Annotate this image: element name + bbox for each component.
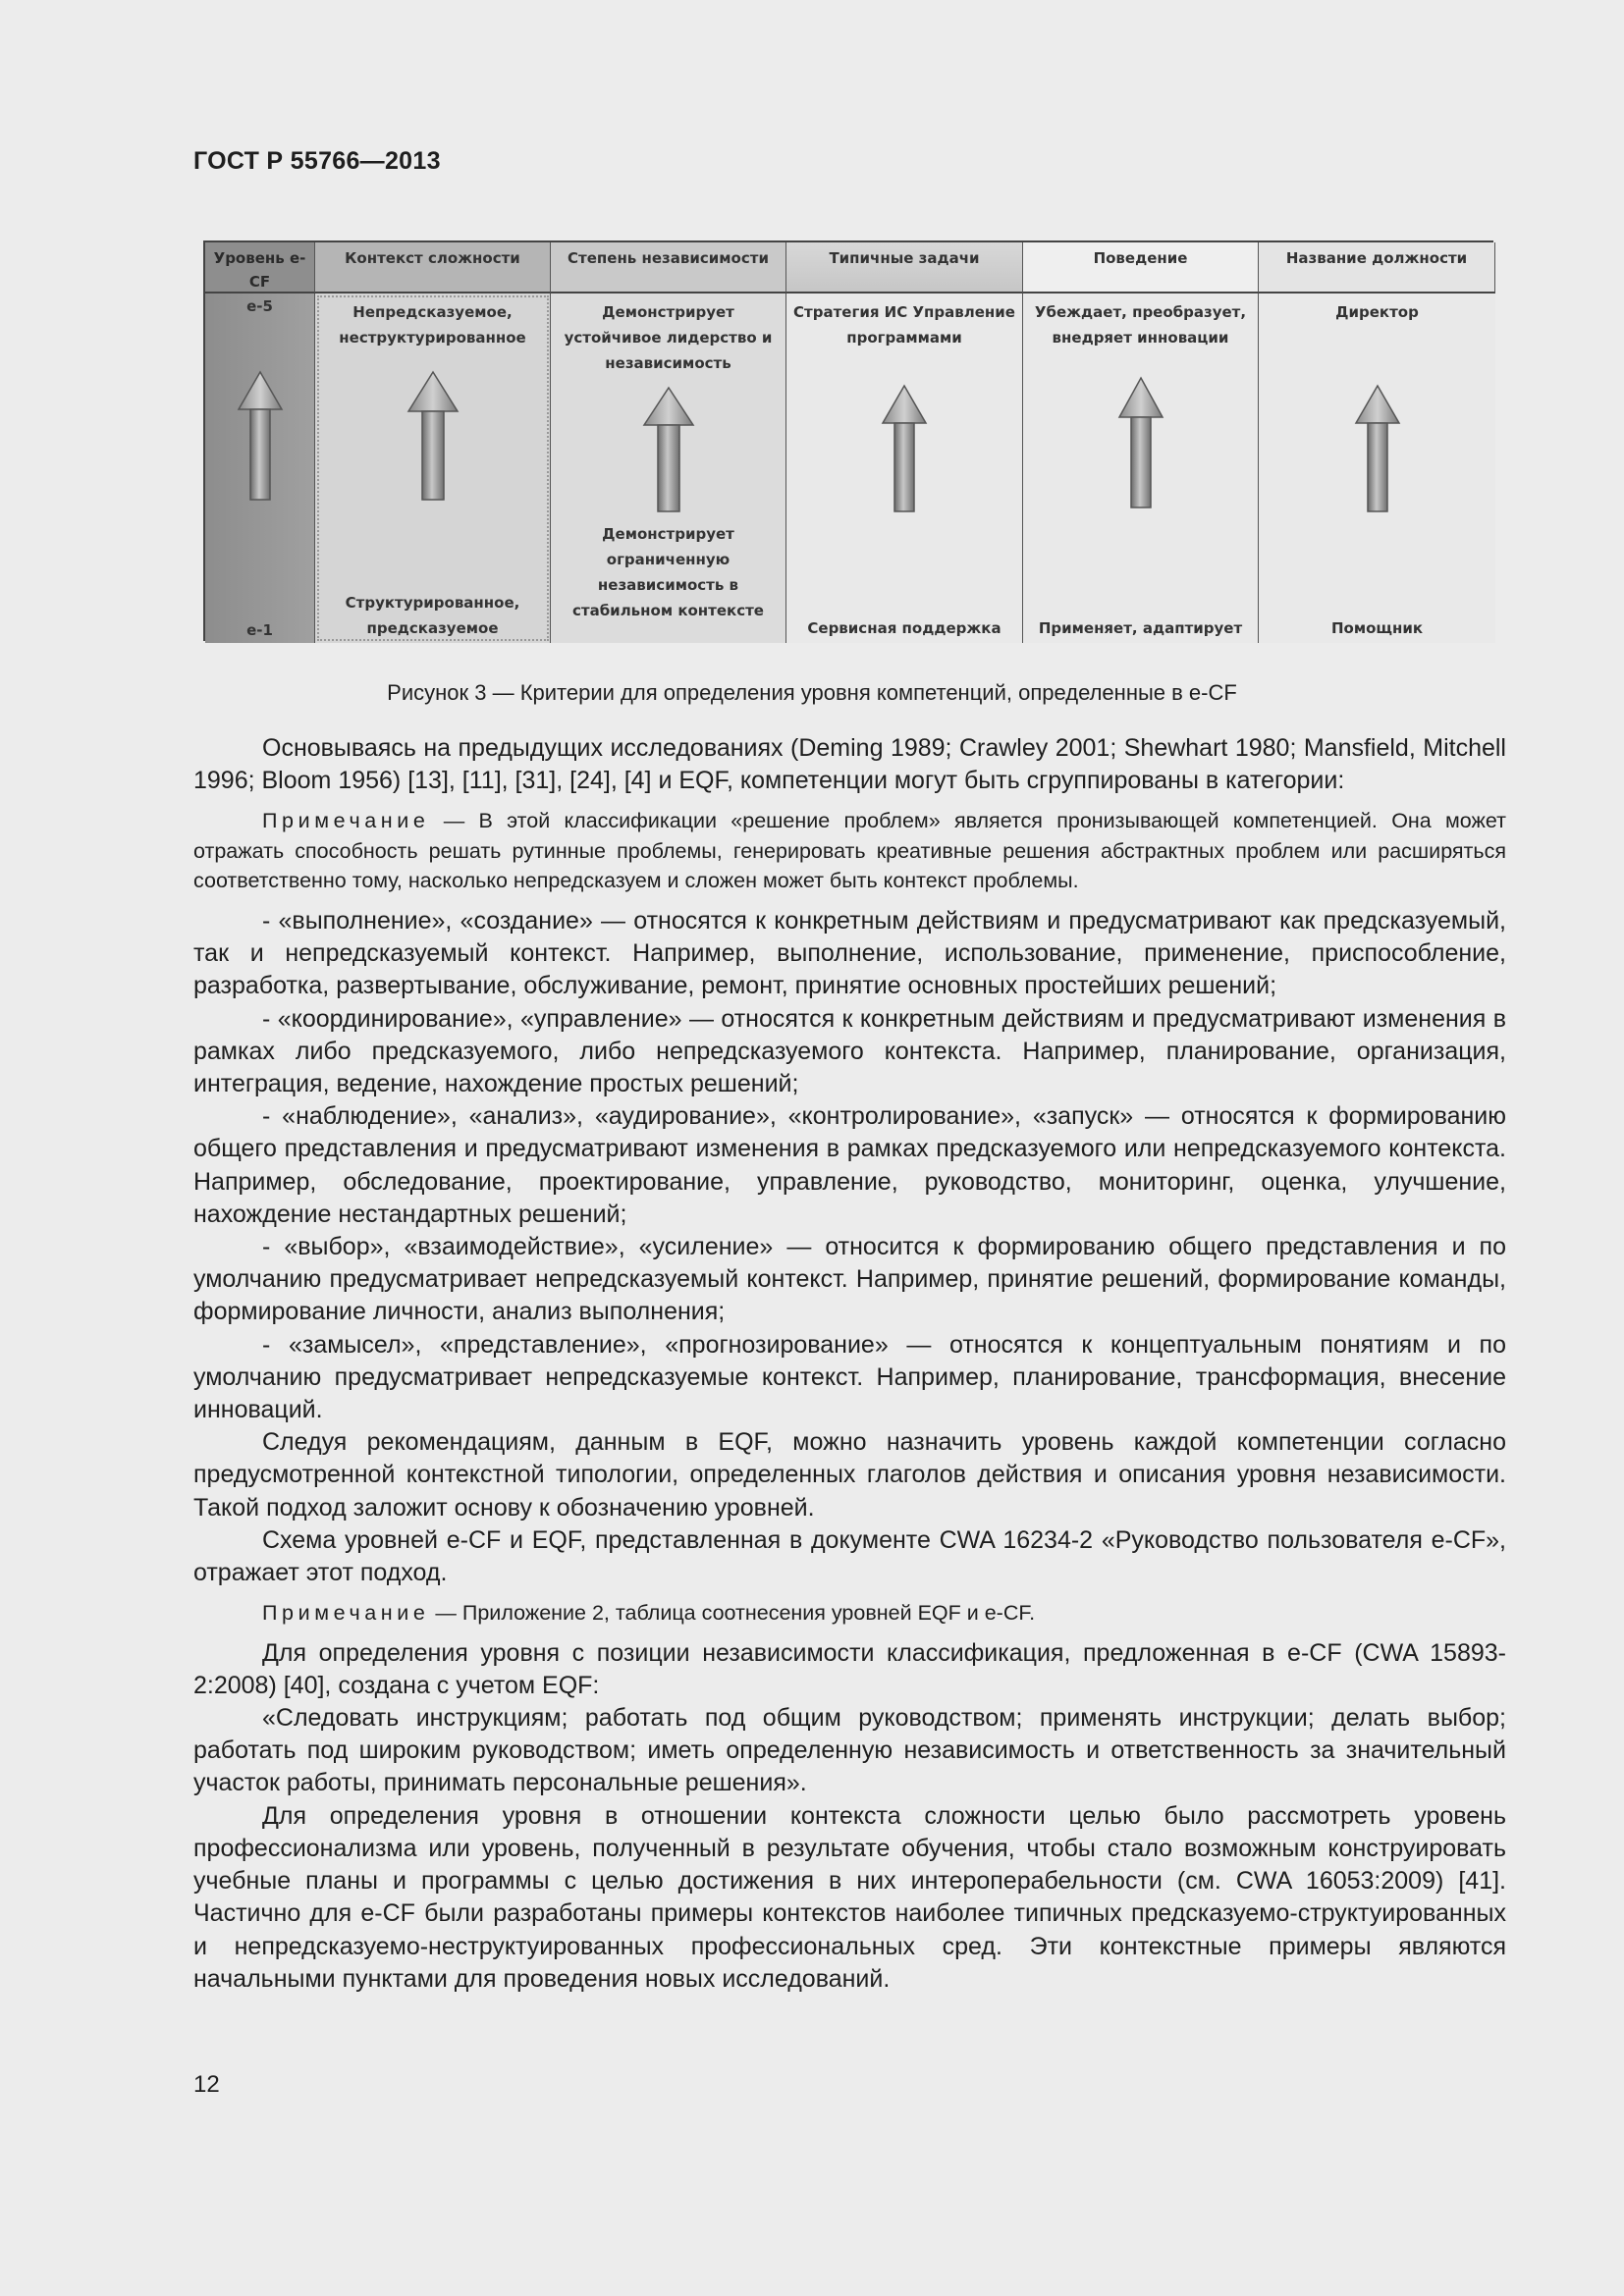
column-header-job-title: Название должности (1259, 242, 1495, 294)
tasks-column (786, 294, 1023, 643)
paragraph: Для определения уровня в отношении контекста сложности целью было рассмотреть уровень профессионализма или уровень, полученный в результате обучения, чтобы стало возможным конструировать учебные планы и программы с целью достижения в них интероперабельности (см. CWA 16053:2009) [41]. Частично для e-CF были разработаны примеры контекстов наиболее типичных предсказуемо-структуированных и непредсказуемо-неструктуированных профессиональных сред. Эти контекстные примеры являются начальными пунктами для проведения новых исследований. (193, 1801, 1506, 1993)
level-top-label: e-5 (246, 297, 273, 315)
column-header-level: Уровень e-CF (205, 242, 315, 294)
paragraph: Для определения уровня с позиции независимости классификация, предложенная в e-CF (CWA 15893-2:2008) [40], создана с учетом EQF: (193, 1638, 1506, 1699)
behavior-top-text: Убеждает, преобразует, внедряет инновации (1034, 303, 1247, 347)
level-column (205, 294, 315, 643)
list-item: - «выбор», «взаимодействие», «усиление» — относится к формированию общего представления и по умолчанию предусматривает непредсказуемый контекст. Например, принятие решений, формирование команды, формирование личности, анализ выполнения; (193, 1232, 1506, 1326)
document-header: ГОСТ Р 55766—2013 (193, 147, 441, 175)
tasks-bottom-text: Сервисная поддержка (807, 619, 1001, 637)
note-label: Примечание (262, 809, 430, 833)
up-arrow-icon (1116, 376, 1165, 509)
list-item: - «координирование», «управление» — относятся к конкретным действиям и предусматривают изменения в рамках либо предсказуемого, либо непредсказуемого контекста. Например, планирование, организация, интеграция, ведение, нахождение простых решений; (193, 1004, 1506, 1097)
note-text: — В этой классификации «решение проблем» является пронизывающей компетенцией. Она может отражать способность решать рутинные проблемы, генерировать креативные решения абстрактных проблем или расширяться соответственно тому, насколько непредсказуем и сложен может быть контекст проблемы. (193, 809, 1506, 893)
page-number: 12 (193, 2071, 220, 2098)
column-header-independence: Степень независимости (551, 242, 786, 294)
body-text (193, 732, 1506, 1996)
behavior-column (1023, 294, 1259, 643)
up-arrow-icon (406, 370, 460, 503)
note (193, 1598, 1506, 1629)
independence-top-text: Демонстрирует устойчивое лидерство и независимость (564, 303, 773, 372)
column-header-tasks: Типичные задачи (786, 242, 1023, 294)
independence-bottom-text: Демонстрирует ограниченную независимость в стабильном контексте (572, 525, 764, 619)
list-item: - «наблюдение», «анализ», «аудирование», «контролирование», «запуск» — относятся к формированию общего представления и предусматривают изменения в рамках предсказуемого или непредсказуемого контекста. Например, обследование, проектирование, управление, руководство, мониторинг, оценка, улучшение, нахождение нестандартных решений; (193, 1102, 1506, 1228)
note-text: — Приложение 2, таблица соотнесения уровней EQF и e-CF. (429, 1601, 1036, 1626)
paragraph: Схема уровней e-CF и EQF, представленная в документе CWA 16234-2 «Руководство пользователя e-CF», отражает этот подход. (193, 1525, 1506, 1586)
behavior-bottom-text: Применяет, адаптирует (1038, 619, 1243, 637)
figure-caption: Рисунок 3 — Критерии для определения уровня компетенций, определенные в e-CF (387, 680, 1237, 705)
up-arrow-icon (641, 386, 696, 513)
up-arrow-icon (880, 384, 929, 513)
paragraph: Основываясь на предыдущих исследованиях (Deming 1989; Crawley 2001; Shewhart 1980; Mansfield, Mitchell 1996; Bloom 1956) [13], [11], [31], [24], [4] и EQF, компетенции могут быть сгруппированы в категории: (193, 734, 1506, 795)
up-arrow-icon (1353, 384, 1402, 513)
tasks-top-text: Стратегия ИС Управление программами (793, 303, 1015, 347)
job-title-top-text: Директор (1335, 303, 1419, 321)
column-header-behavior: Поведение (1023, 242, 1259, 294)
column-header-context: Контекст сложности (315, 242, 551, 294)
competence-criteria-figure (203, 240, 1493, 641)
context-top-text: Непредсказуемое, неструктурированное (339, 303, 526, 347)
level-bottom-label: e-1 (246, 621, 273, 639)
quote-paragraph: «Следовать инструкциям; работать под общим руководством; применять инструкции; делать выбор; работать под широким руководством; иметь определенную независимость и ответственность за значительный участок работы, принимать персональные решения». (193, 1704, 1506, 1797)
independence-column (551, 294, 786, 643)
context-column (315, 294, 551, 643)
note (193, 806, 1506, 896)
job-title-bottom-text: Помощник (1330, 619, 1424, 637)
paragraph: Следуя рекомендациям, данным в EQF, можно назначить уровень каждой компетенции согласно предусмотренной контекстной типологии, определенных глаголов действия и описания уровня независимости. Такой подход заложит основу к обозначению уровней. (193, 1428, 1506, 1522)
context-bottom-text: Структурированное, предсказуемое (345, 594, 520, 637)
job-title-column (1259, 294, 1495, 643)
list-item: - «выполнение», «создание» — относятся к конкретным действиям и предусматривают как предсказуемый, так и непредсказуемый контекст. Например, выполнение, использование, применение, приспособление, разработка, развертывание, обслуживание, ремонт, принятие основных простейших решений; (193, 906, 1506, 1000)
note-label: Примечание (262, 1601, 430, 1626)
up-arrow-icon (236, 370, 285, 503)
list-item: - «замысел», «представление», «прогнозирование» — относятся к концептуальным понятиям и по умолчанию предусматривает непредсказуемые контекст. Например, планирование, трансформация, внесение инноваций. (193, 1330, 1506, 1423)
